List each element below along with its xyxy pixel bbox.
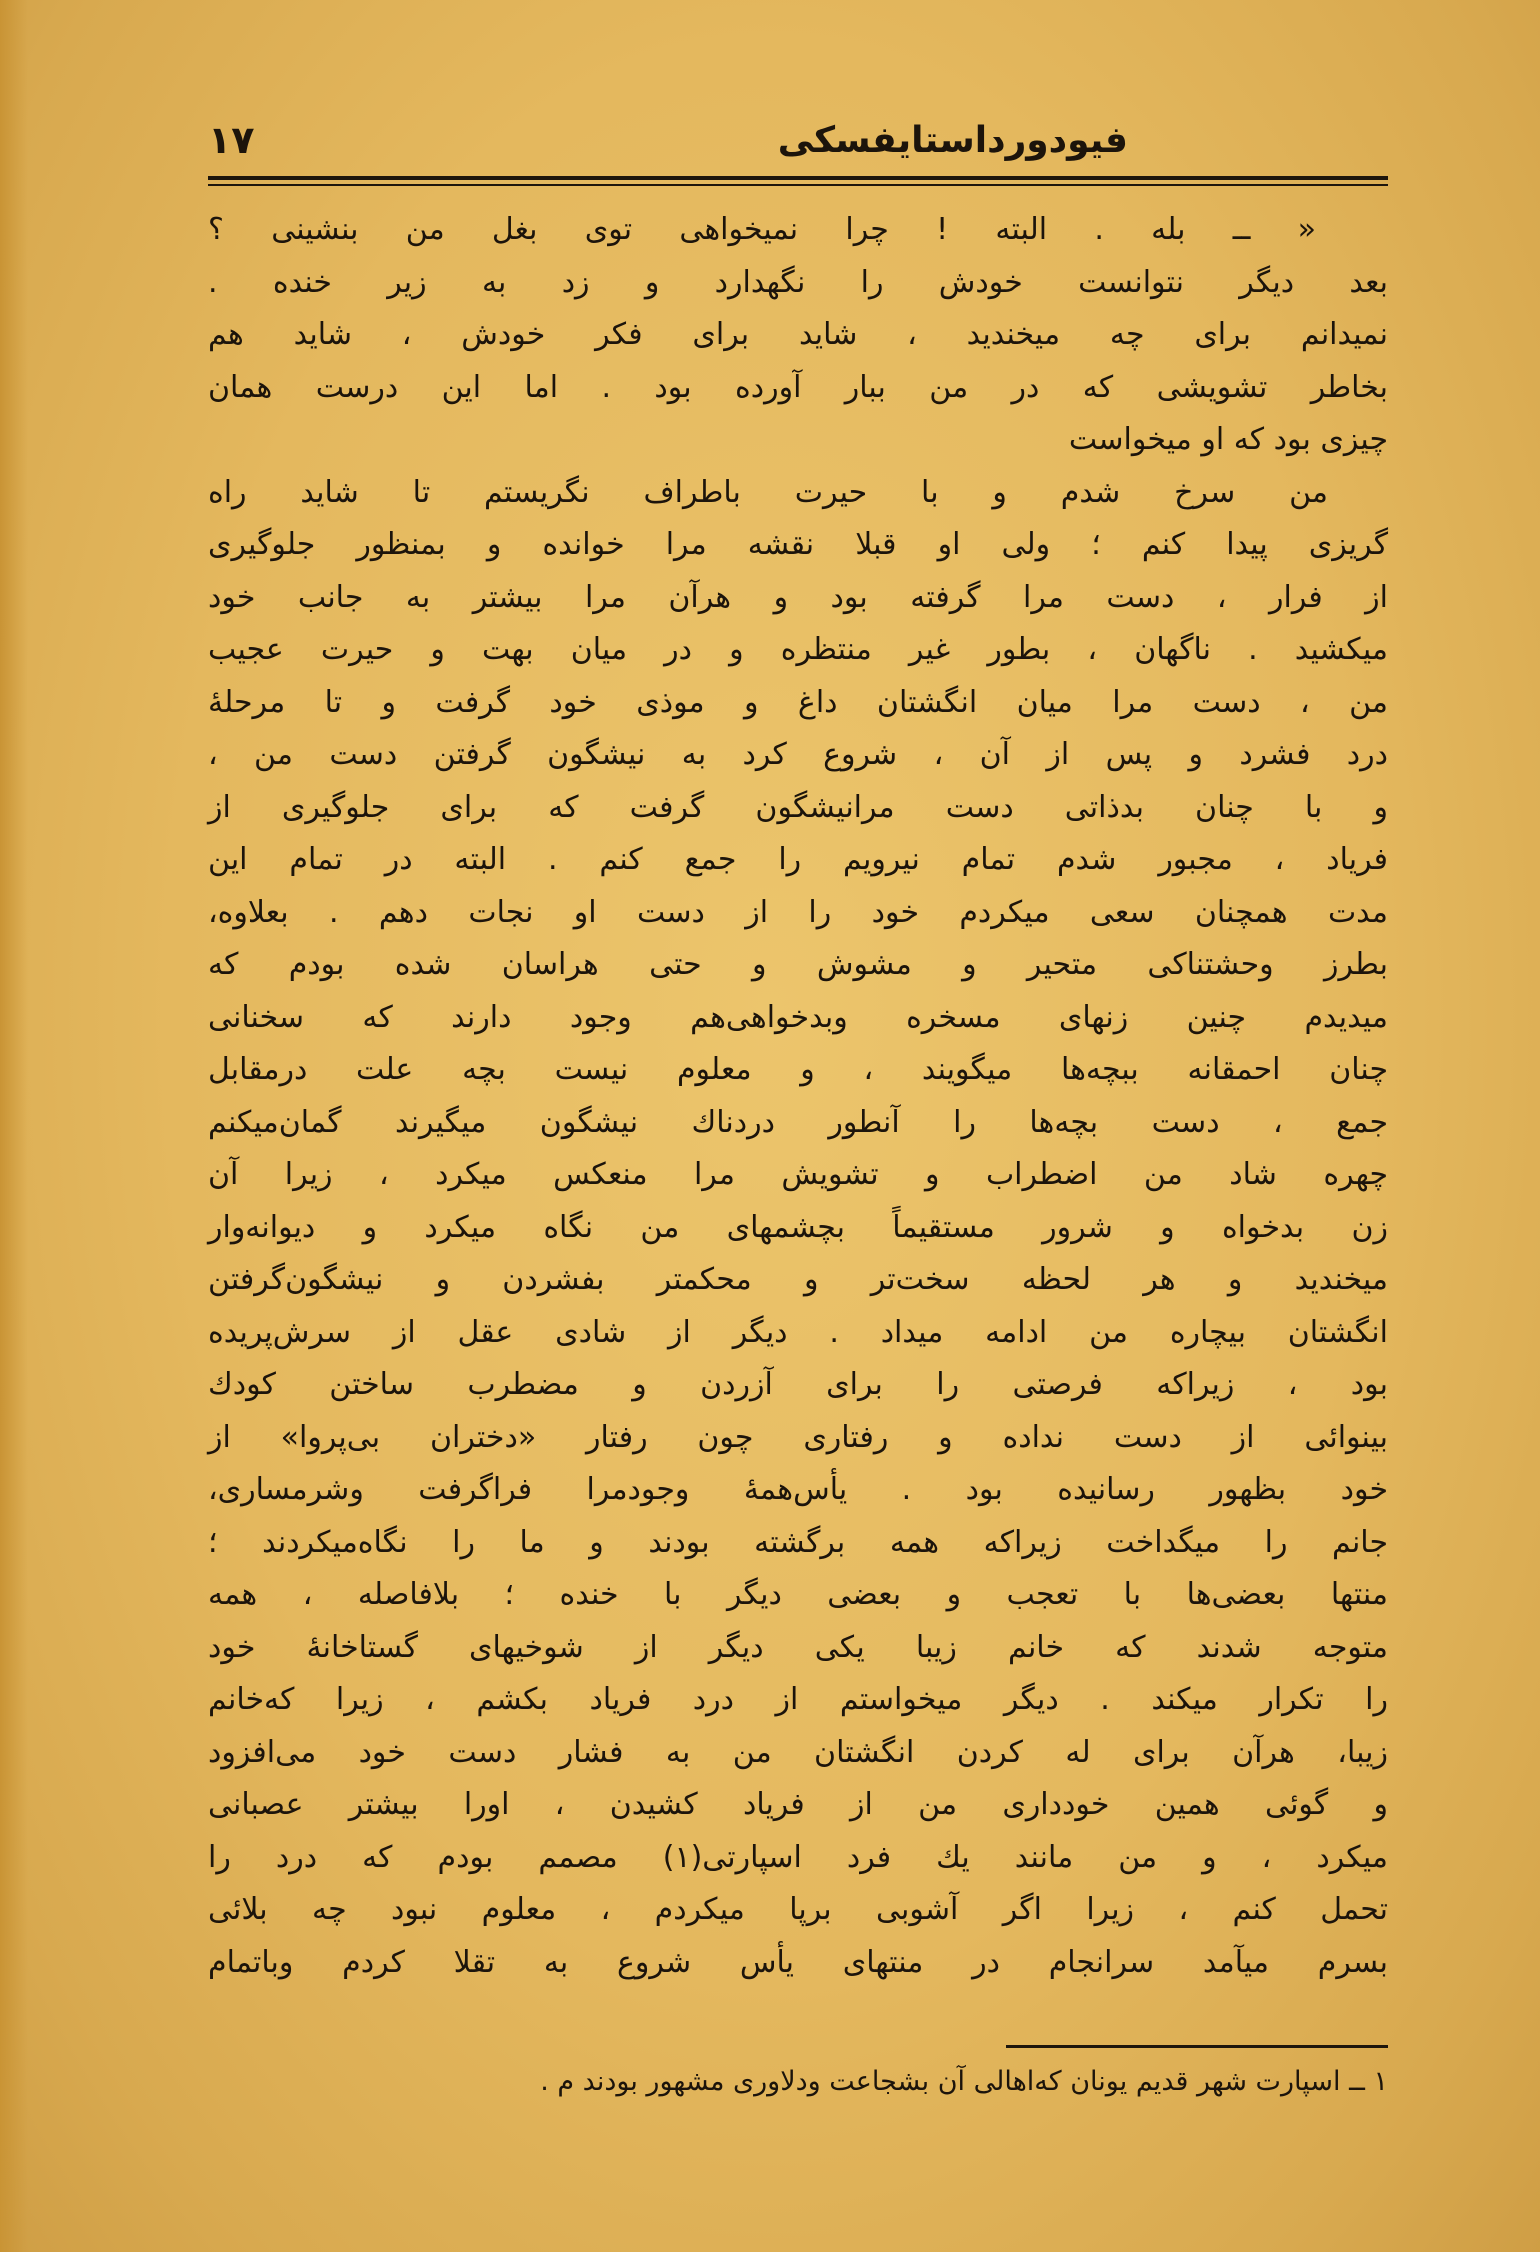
- text-line: میکرد ، و من مانند یك فرد اسپارتی(۱) مصمم بودم که درد را: [208, 1839, 1388, 1875]
- text-line: جانم را میگداخت زیراکه همه برگشته بودند و ما را نگاه‌میکردند ؛: [208, 1524, 1388, 1560]
- text-line: چنان احمقانه ببچه‌ها میگویند ، و معلوم نیست بچه علت درمقابل: [208, 1052, 1388, 1087]
- page-header: [208, 120, 1388, 180]
- running-title: فیودورداستایفسکی: [777, 120, 1128, 161]
- text-line: فریاد ، مجبور شدم تمام نیرویم را جمع کنم . البته در تمام این: [208, 842, 1388, 877]
- header-rule-thick: [208, 176, 1388, 180]
- text-line: من ، دست مرا میان انگشتان داغ و موذی خود گرفت و تا مرحلهٔ: [208, 684, 1388, 720]
- text-line: بعد دیگر نتوانست خودش را نگهدارد و زد به زیر خنده .: [208, 264, 1388, 300]
- page-edge-shadow: [0, 0, 28, 2252]
- text-line: بخاطر تشویشی که در من ببار آورده بود . اما این درست همان: [208, 369, 1388, 405]
- text-line: انگشتان بیچاره من ادامه میداد . دیگر از شادی عقل از سرش‌پریده: [208, 1314, 1388, 1350]
- header-rule-thin: [208, 184, 1388, 186]
- text-line: بینوائی از دست نداده و رفتاری چون رفتار «دختران بی‌پروا» از: [208, 1419, 1388, 1455]
- text-line: تحمل کنم ، زیرا اگر آشوبی برپا میکردم ، معلوم نبود چه بلائی: [208, 1892, 1388, 1927]
- text-line: درد فشرد و پس از آن ، شروع کرد به نیشگون گرفتن دست من ،: [208, 737, 1388, 772]
- text-line: و گوئی همین خودداری من از فریاد کشیدن ، اورا بیشتر عصبانی: [208, 1787, 1388, 1822]
- text-line: از فرار ، دست مرا گرفته بود و هرآن مرا بیشتر به جانب خود: [208, 579, 1388, 615]
- text-line: چهره شاد من اضطراب و تشویش مرا منعکس میکرد ، زیرا آن: [208, 1157, 1388, 1192]
- text-line: میدیدم چنین زنهای مسخره وبدخواهی‌هم وجود دارند که سخنانی: [208, 999, 1388, 1035]
- text-line: بود ، زیراکه فرصتی را برای آزردن و مضطرب ساختن کودك: [208, 1367, 1388, 1402]
- body-text: [208, 204, 1388, 1989]
- text-line: بطرز وحشتناکی متحیر و مشوش و حتی هراسان شده بودم که: [208, 947, 1388, 982]
- text-line: « ــ بله . البته ! چرا نمیخواهی توی بغل من بنشینی ؟: [208, 212, 1316, 247]
- text-line: جمع ، دست بچه‌ها را آنطور دردناك نیشگون میگیرند گمان‌میکنم: [208, 1104, 1388, 1140]
- text-line: میکشید . ناگهان ، بطور غیر منتظره و در میان بهت و حیرت عجیب: [208, 632, 1388, 667]
- text-line: چیزی بود که او میخواست: [1068, 422, 1388, 457]
- text-line: من سرخ شدم و با حیرت باطراف نگریستم تا شاید راه: [208, 474, 1328, 510]
- text-line: متوجه شدند که خانم زیبا یکی دیگر از شوخیهای گستاخانهٔ خود: [208, 1629, 1388, 1665]
- text-line: را تکرار میکند . دیگر میخواستم از درد فریاد بکشم ، زیرا که‌خانم: [208, 1682, 1388, 1717]
- text-line: نمیدانم برای چه میخندید ، شاید برای فکر خودش ، شاید هم: [208, 317, 1388, 352]
- text-line: و با چنان بدذاتی دست مرانیشگون گرفت که برای جلوگیری از: [208, 789, 1388, 825]
- text-line: گریزی پیدا کنم ؛ ولی او قبلا نقشه مرا خوانده و بمنظور جلوگیری: [208, 527, 1388, 562]
- text-line: زن بدخواه و شرور مستقیماً بچشمهای من نگاه میکرد و دیوانه‌وار: [208, 1209, 1388, 1245]
- footnote-rule: [1006, 2045, 1388, 2048]
- text-line: میخندید و هر لحظه سخت‌تر و محکمتر بفشردن و نیشگون‌گرفتن: [208, 1262, 1388, 1297]
- text-line: خود بظهور رسانیده بود . یأس‌همهٔ وجودمرا فراگرفت وشرمساری،: [208, 1472, 1388, 1507]
- footnote: ۱ ــ اسپارت شهر قدیم یونان که‌اهالی آن بشجاعت ودلاوری مشهور بودند م .: [540, 2066, 1388, 2097]
- text-line: منتها بعضی‌ها با تعجب و بعضی دیگر با خنده ؛ بلافاصله ، همه: [208, 1577, 1388, 1612]
- text-line: مدت همچنان سعی میکردم خود را از دست او نجات دهم . بعلاوه،: [208, 894, 1388, 930]
- text-line: زیبا، هرآن برای له کردن انگشتان من به فشار دست خود می‌افزود: [208, 1734, 1388, 1770]
- text-line: بسرم میآمد سرانجام در منتهای یأس شروع به تقلا کردم وباتمام: [208, 1944, 1388, 1980]
- page-number: ۱۷: [208, 118, 255, 162]
